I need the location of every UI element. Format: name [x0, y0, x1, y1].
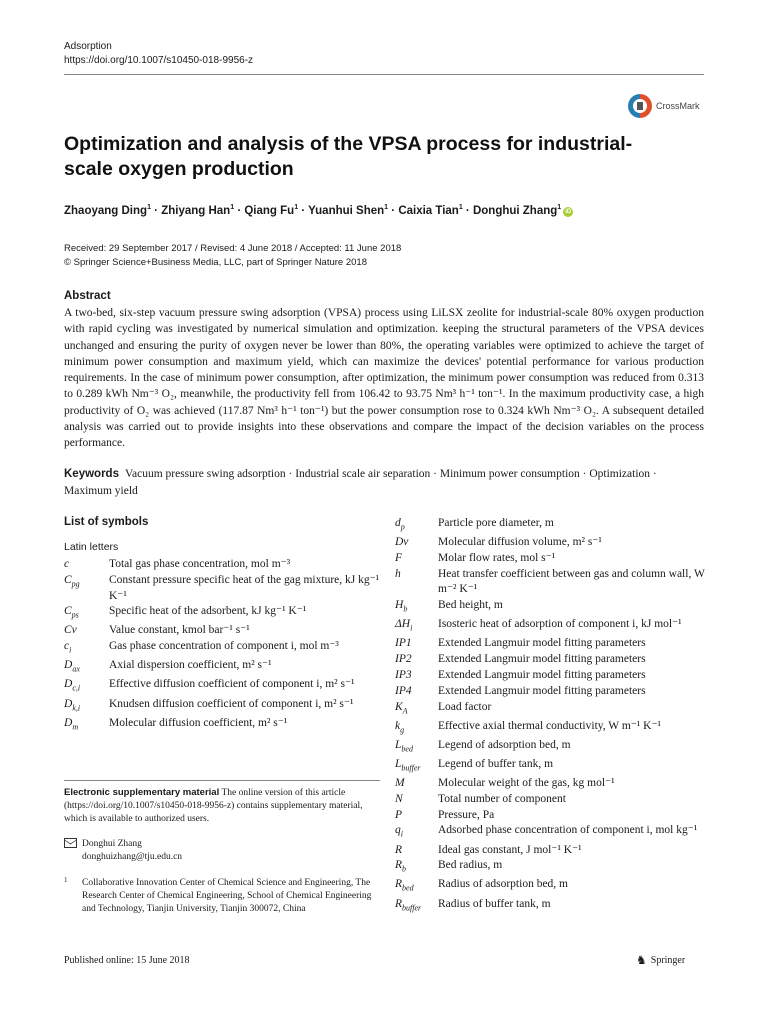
symbol: $k_g$ [395, 719, 405, 735]
symbol-definition: Specific heat of the adsorbent, kJ kg⁻¹ K⁻¹ [109, 605, 307, 618]
corresponding-author-name: Donghui Zhang [82, 839, 142, 849]
latin-letters-heading: Latin letters [64, 541, 119, 553]
symbol-definition: Radius of adsorption bed, m [438, 878, 568, 891]
supplementary-text: The online version of this article (https://doi.org/10.1007/s10450-018-9956-z) contains supplementary material, which is available to authorized users. [64, 788, 363, 824]
header-divider [64, 74, 704, 75]
symbol: $K_A$ [395, 700, 408, 715]
author-separator: · [388, 205, 399, 217]
envelope-icon [64, 838, 77, 848]
symbol-row [395, 897, 715, 916]
symbol: $R_{bed}$ [395, 878, 414, 893]
symbol-row [64, 697, 380, 716]
symbol-row [395, 719, 715, 738]
symbol: h [395, 567, 401, 580]
copyright-line: © Springer Science+Business Media, LLC, part of Springer Nature 2018 [64, 257, 367, 268]
publisher-name: Springer [650, 955, 686, 966]
symbol: R [395, 843, 403, 856]
symbol-definition: Knudsen diffusion coefficient of component i, m² s⁻¹ [109, 697, 354, 710]
symbol: $D_{c,i}$ [64, 678, 81, 693]
symbol: IP3 [395, 669, 412, 682]
symbol-definition: Isosteric heat of adsorption of component i, kJ mol⁻¹ [438, 618, 682, 631]
symbol-definition: Adsorbed phase concentration of component i, mol kg⁻¹ [438, 824, 698, 837]
keywords-block [64, 466, 704, 500]
symbol-row [395, 617, 715, 636]
symbol: c [64, 558, 70, 570]
author-name[interactable]: Zhaoyang Ding [64, 205, 148, 217]
symbol: $R_b$ [395, 859, 407, 874]
symbol: M [395, 777, 405, 790]
author-list [64, 204, 573, 217]
symbol-definition: Molecular diffusion coefficient, m² s⁻¹ [109, 716, 288, 729]
symbol-list-right [395, 516, 715, 916]
abstract-heading: Abstract [64, 290, 111, 302]
crossmark-badge[interactable] [628, 94, 700, 118]
symbol-row [395, 808, 715, 824]
symbol-definition: Constant pressure specific heat of the gag mixture, kJ kg⁻¹ K⁻¹ [109, 573, 380, 602]
symbol-definition: Gas phase concentration of component i, mol m⁻³ [109, 640, 339, 653]
symbol-row [64, 639, 380, 658]
symbol-definition: Molar flow rates, mol s⁻¹ [438, 551, 556, 564]
author-separator: · [462, 205, 473, 217]
symbol: $D_{ax}$ [64, 659, 80, 674]
symbol-row [395, 738, 715, 757]
symbol-row [64, 573, 380, 605]
springer-horse-icon: ♞ [636, 953, 647, 967]
symbol-row [395, 700, 715, 719]
symbol-row [64, 658, 380, 677]
symbol-row [64, 604, 380, 623]
symbol: F [395, 551, 403, 564]
symbol-row [395, 652, 715, 668]
symbol-definition: Value constant, kmol bar⁻¹ s⁻¹ [109, 624, 250, 637]
symbol-row [395, 792, 715, 808]
symbol: Cv [64, 624, 77, 637]
orcid-icon[interactable]: iD [565, 209, 572, 215]
symbol-definition: Bed radius, m [438, 859, 503, 872]
symbol-definition: Radius of buffer tank, m [438, 897, 551, 910]
symbol: $\Delta H_i$ [395, 618, 413, 633]
symbols-heading: List of symbols [64, 516, 149, 528]
author-affiliation-mark: 1 [147, 204, 151, 211]
supplementary-label: Electronic supplementary material [64, 787, 220, 798]
symbol: $D_{k,i}$ [64, 697, 81, 712]
keywords-text: Vacuum pressure swing adsorption · Industrial scale air separation · Minimum power consumption · Optimization · Maximum yield [64, 468, 657, 497]
symbol-row [395, 567, 715, 599]
symbol-definition: Molecular weight of the gas, kg mol⁻¹ [438, 777, 615, 790]
symbol-row [395, 858, 715, 877]
symbol-definition: Total gas phase concentration, mol m⁻³ [109, 558, 291, 570]
symbol-definition: Heat transfer coefficient between gas and column wall, W m⁻² K⁻¹ [438, 567, 705, 596]
symbol-row [395, 516, 715, 535]
author-name[interactable]: Donghui Zhang [472, 205, 558, 217]
affiliation-number: 1 [64, 876, 68, 884]
author-affiliation-mark: 1 [384, 204, 389, 211]
symbol-definition: Ideal gas constant, J mol⁻¹ K⁻¹ [438, 843, 582, 856]
symbol-row [395, 757, 715, 776]
crossmark-icon [628, 94, 652, 118]
symbol-definition: Pressure, Pa [438, 808, 495, 821]
symbol-row [395, 668, 715, 684]
supplementary-note [64, 786, 364, 826]
author-name[interactable]: Yuanhui Shen [308, 205, 385, 217]
symbol-definition: Effective axial thermal conductivity, W m⁻¹ K⁻¹ [438, 719, 661, 732]
symbol-row [64, 557, 380, 573]
paper-title: Optimization and analysis of the VPSA process for industrial-scale oxygen production [64, 133, 633, 180]
author-separator: · [298, 205, 309, 217]
author-separator: · [234, 205, 245, 217]
symbol: $q_i$ [395, 824, 403, 839]
symbol-row [395, 535, 715, 551]
symbol-definition: Axial dispersion coefficient, m² s⁻¹ [109, 659, 272, 672]
journal-name: Adsorption [64, 41, 112, 52]
publisher-logo [636, 953, 685, 968]
symbol-list-left [64, 557, 380, 735]
symbol-definition: Total number of component [438, 792, 566, 805]
corresponding-author-email[interactable]: donghuizhang@tju.edu.cn [82, 852, 183, 862]
author-name[interactable]: Qiang Fu [244, 205, 295, 217]
symbol-row [395, 877, 715, 896]
symbol: IP1 [395, 637, 412, 650]
author-affiliation-mark: 1 [458, 204, 463, 211]
author-affiliation-mark: 1 [230, 204, 235, 211]
symbol: IP2 [395, 653, 412, 666]
symbol-row [64, 716, 380, 735]
symbol: $C_{ps}$ [64, 605, 79, 620]
symbol: $D_m$ [64, 716, 79, 731]
symbol-definition: Effective diffusion coefficient of component i, m² s⁻¹ [109, 678, 355, 691]
symbol-row [395, 636, 715, 652]
author-separator: · [150, 205, 162, 217]
symbol: N [395, 792, 403, 805]
symbol-definition: Extended Langmuir model fitting parameters [438, 669, 646, 682]
symbol-definition: Bed height, m [438, 599, 503, 612]
author-affiliation-mark: 1 [294, 204, 299, 211]
symbol-row [395, 823, 715, 842]
symbol-definition: Legend of adsorption bed, m [438, 738, 571, 751]
published-date: Published online: 15 June 2018 [64, 955, 190, 966]
crossmark-label: CrossMark [656, 101, 700, 111]
symbol: $H_b$ [395, 599, 408, 614]
symbol-definition: Molecular diffusion volume, m² s⁻¹ [438, 536, 602, 549]
symbol-row [395, 598, 715, 617]
abstract-text: A two-bed, six-step vacuum pressure swing adsorption (VPSA) process using LiLSX zeolite for industrial-scale 80% oxygen production with rapid cycling was investigated by numerical simulation and optimization. keeping the structural parameters of the VPSA devices unchanged and ensuring the purity of oxygen never be lower than 80%, the operating variables were optimized to achieve the target of minimum power consumption and maximum yield, which can maximize the devices' potential performance for various production requirements. In the case of minimum power consumption, after optimization, the minimum power consumption was reduced from 0.313 to 0.289 kWh Nm⁻³ O₂, meanwhile, the productivity fell from 106.42 to 93.75 Nm³ h⁻¹ ton⁻¹. In the maximum productivity case, a high productivity of O₂ was achieved (117.87 Nm³ h⁻¹ ton⁻¹) but the power consumption rose to 0.324 kWh Nm⁻³ O₂. A subsequent detailed analysis was carried out to provide insights into these observations and compare the impact of the decision variables on the process performance. [64, 307, 704, 450]
symbol-row [64, 677, 380, 696]
author-affiliation-mark: 1 [557, 204, 562, 211]
symbol: IP4 [395, 684, 412, 697]
symbol: $C_{pg}$ [64, 573, 80, 589]
symbol-definition: Particle pore diameter, m [438, 517, 554, 529]
keywords-label: Keywords [64, 468, 119, 480]
symbol-definition: Extended Langmuir model fitting parameters [438, 637, 646, 650]
affiliation-text: Collaborative Innovation Center of Chemical Science and Engineering, The Research Center of Chemical Engineering, School of Chemical Engineering and Technology, Tianjin University, Tianjin 300072, China [82, 878, 372, 914]
symbol-row [395, 551, 715, 567]
doi-link[interactable]: https://doi.org/10.1007/s10450-018-9956-z [64, 55, 254, 66]
symbol: $R_{buffer}$ [395, 897, 422, 912]
symbol: Dv [395, 536, 409, 549]
symbol-row [395, 684, 715, 700]
symbol-definition: Extended Langmuir model fitting parameters [438, 653, 646, 666]
author-name[interactable]: Zhiyang Han [161, 205, 231, 217]
footnote-divider [64, 780, 380, 781]
symbol-definition: Legend of buffer tank, m [438, 757, 554, 770]
author-name[interactable]: Caixia Tian [398, 205, 459, 217]
symbol-definition: Extended Langmuir model fitting parameters [438, 684, 646, 697]
symbol: $L_{buffer}$ [395, 757, 421, 773]
symbol: P [395, 808, 403, 821]
symbol-definition: Load factor [438, 700, 492, 713]
symbol: $L_{bed}$ [395, 738, 413, 754]
article-dates: Received: 29 September 2017 / Revised: 4 June 2018 / Accepted: 11 June 2018 [64, 243, 402, 254]
symbol-row [395, 843, 715, 859]
symbol: $d_p$ [395, 517, 405, 532]
symbol: $c_i$ [64, 640, 72, 655]
symbol-row [395, 776, 715, 792]
symbol-row [64, 623, 380, 639]
